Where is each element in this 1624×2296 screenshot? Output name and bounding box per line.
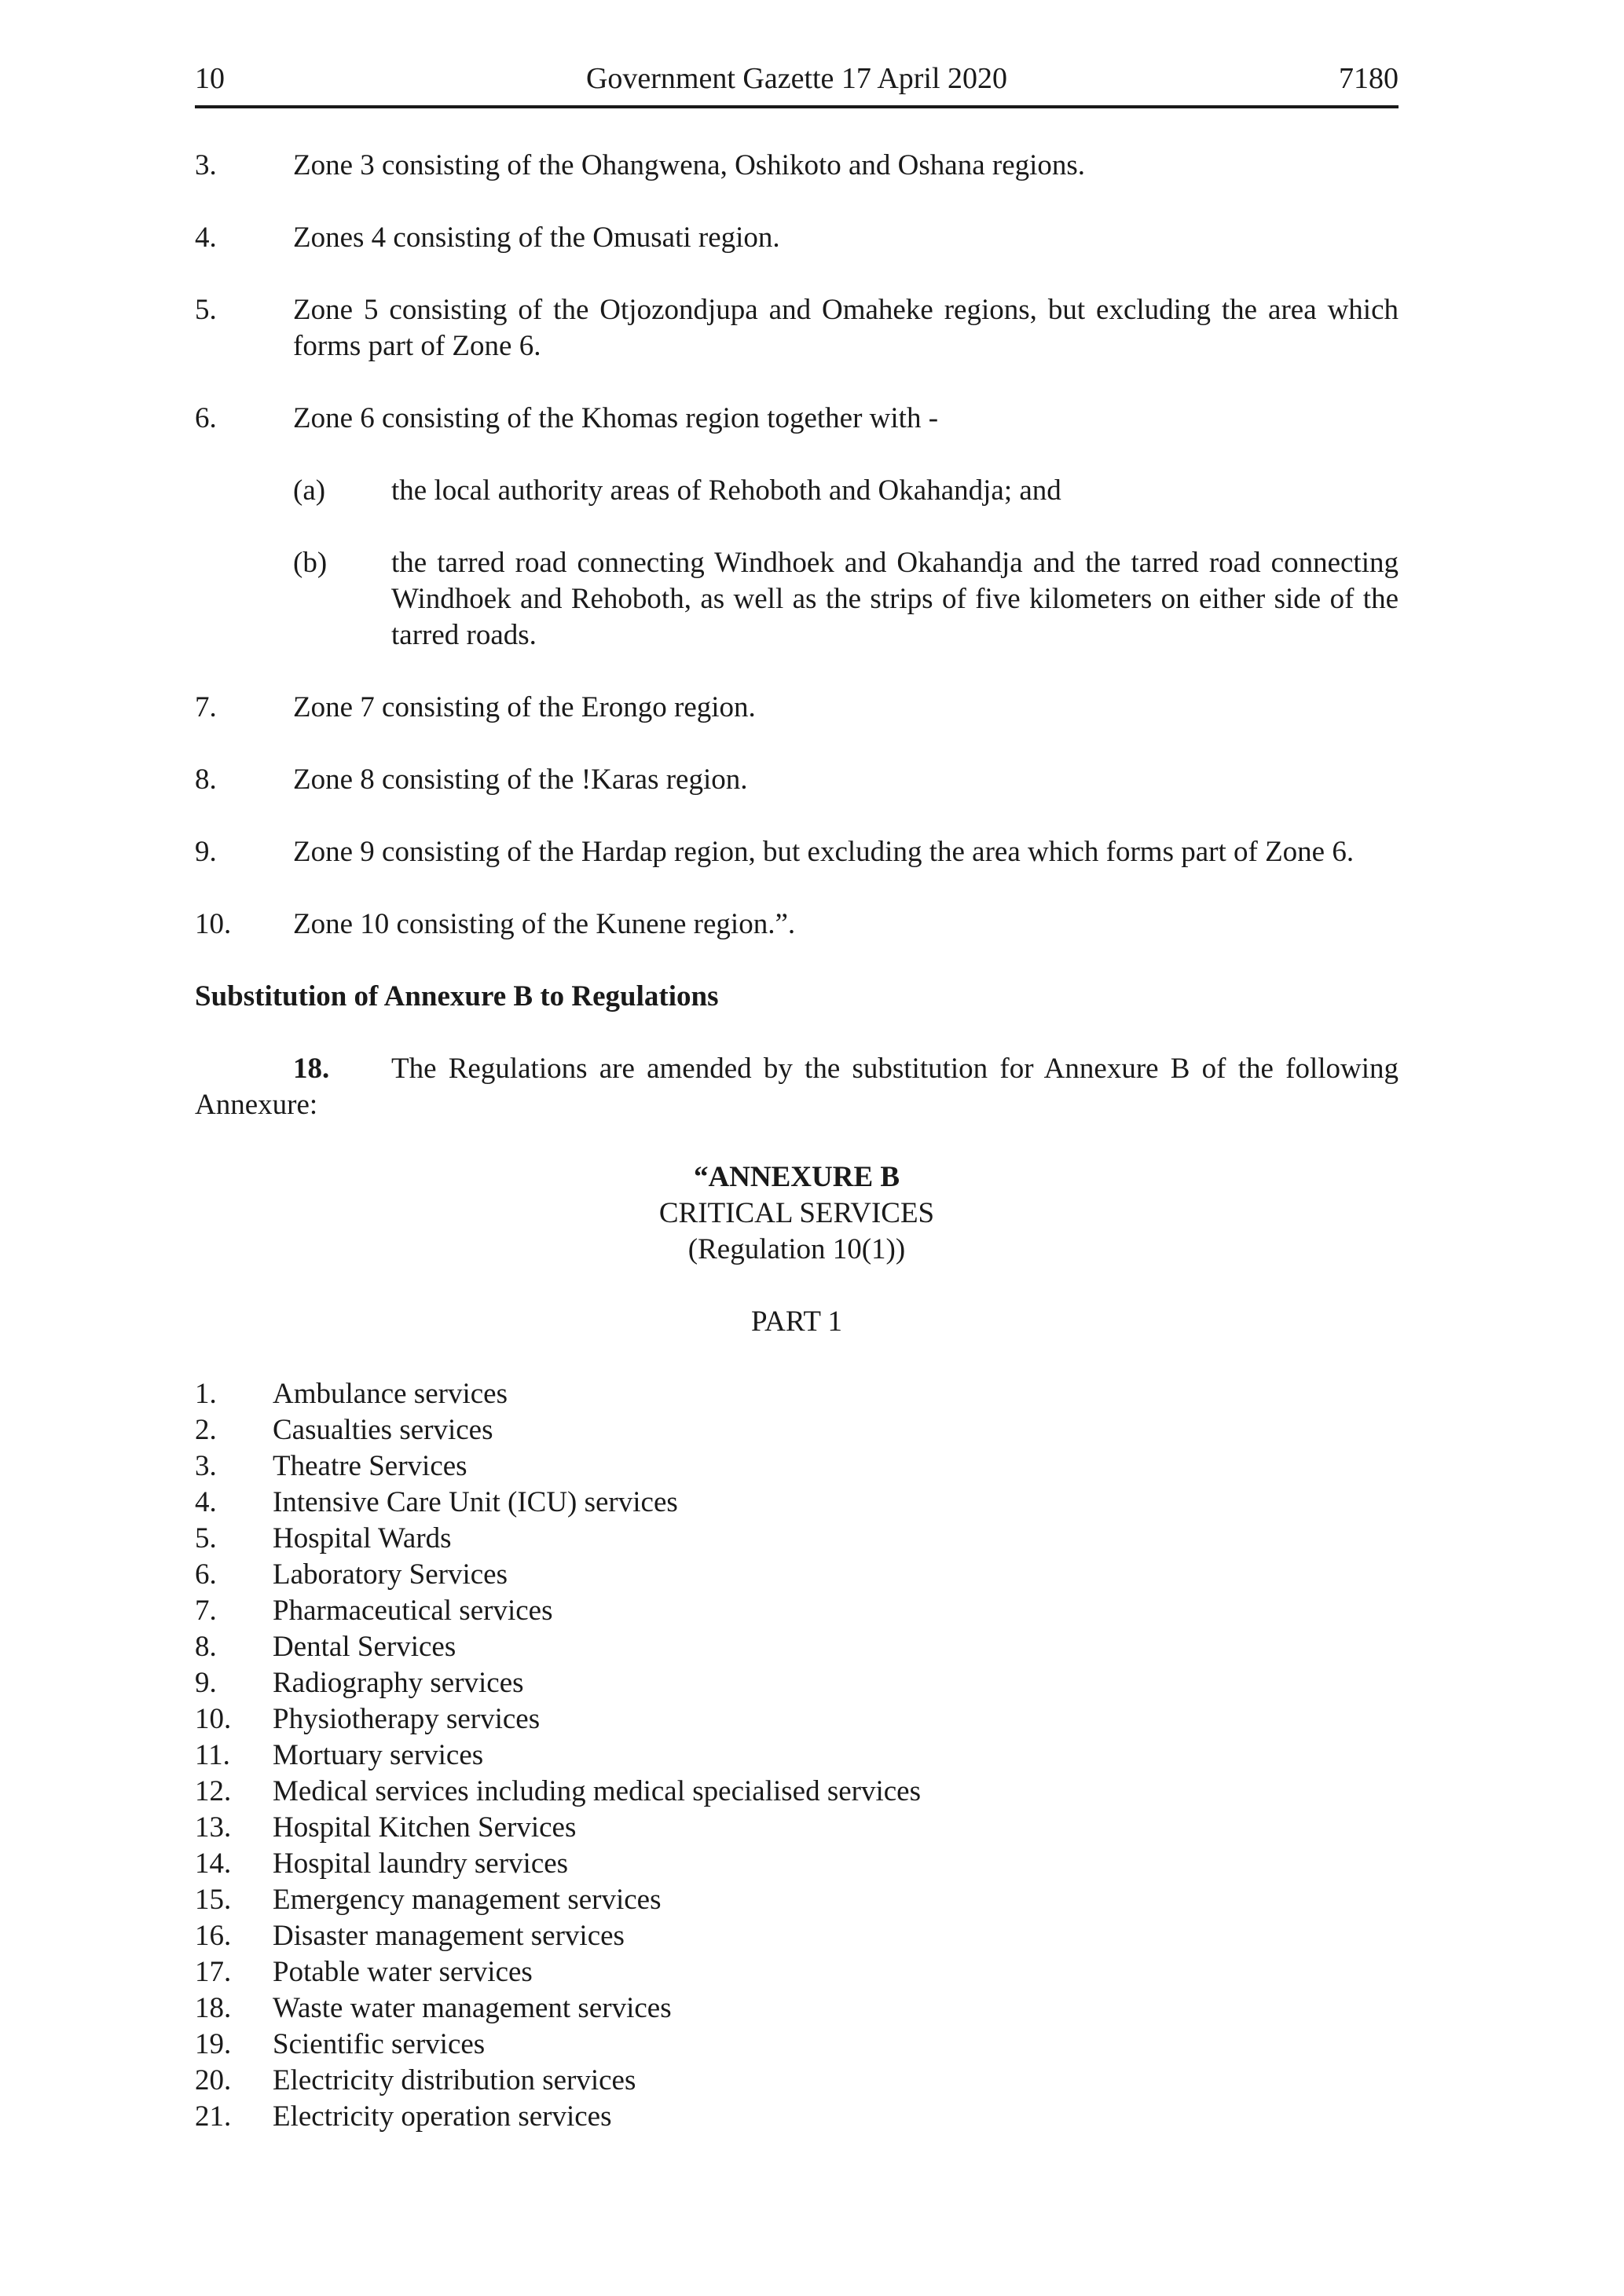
zone-number: 5. [195,294,217,326]
zone-text: Zones 4 consisting of the Omusati region. [293,222,780,254]
service-item: Medical services including medical specialised services [273,1775,922,1807]
service-number: 21. [195,2100,232,2133]
zone-number: 9. [195,836,217,868]
service-number: 1. [195,1378,217,1410]
section-text-continued: Annexure: [195,1089,318,1121]
annexure-part: PART 1 [750,1305,843,1338]
service-number: 5. [195,1522,217,1554]
service-item: Hospital laundry services [273,1847,569,1880]
zone-text: Zone 8 consisting of the !Karas region. [293,764,748,796]
zone-number: 8. [195,764,217,796]
zone-text: Zone 3 consisting of the Ohangwena, Oshikoto and Oshana regions. [293,149,1086,181]
section-number: 18. [293,1053,330,1085]
service-number: 17. [195,1956,232,1988]
service-number: 10. [195,1703,232,1735]
service-number: 9. [195,1667,217,1699]
service-number: 18. [195,1992,232,2024]
zone-number: 10. [195,908,232,940]
annexure-subtitle: CRITICAL SERVICES [658,1197,935,1229]
service-number: 2. [195,1414,217,1446]
page-number: 10 [195,62,225,95]
service-item: Pharmaceutical services [273,1595,553,1627]
service-number: 3. [195,1450,217,1482]
service-item: Casualties services [273,1414,493,1446]
zone-text: Zone 9 consisting of the Hardap region, but excluding the area which forms part of Zone 6. [293,836,1355,868]
service-item: Ambulance services [273,1378,508,1410]
subparagraph-label: (b) [293,547,328,579]
service-number: 7. [195,1595,217,1627]
service-number: 6. [195,1558,217,1591]
zone-number: 7. [195,691,217,723]
service-item: Laboratory Services [273,1558,508,1591]
service-item: Waste water management services [273,1992,672,2024]
annexure-regulation: (Regulation 10(1)) [687,1233,906,1265]
service-item: Dental Services [273,1631,456,1663]
gazette-title: Government Gazette 17 April 2020 [585,62,1008,95]
service-item: Intensive Care Unit (ICU) services [273,1486,678,1518]
service-item: Electricity distribution services [273,2064,636,2096]
gazette-number: 7180 [1339,62,1399,95]
zone-text: Zone 6 consisting of the Khomas region together with - [293,402,939,434]
zone-number: 6. [195,402,217,434]
service-item: Hospital Kitchen Services [273,1811,577,1844]
service-item: Potable water services [273,1956,533,1988]
service-number: 13. [195,1811,232,1844]
zone-text: Zone 5 consisting of the Otjozondjupa and Omaheke regions, but excluding the area which forms part of Zone 6. [293,294,1399,362]
annexure-title: “ANNEXURE B [693,1161,900,1193]
service-item: Electricity operation services [273,2100,612,2133]
service-number: 8. [195,1631,217,1663]
service-number: 14. [195,1847,232,1880]
service-item: Radiography services [273,1667,524,1699]
service-item: Physiotherapy services [273,1703,541,1735]
zone-number: 3. [195,149,217,181]
subparagraph-text: the local authority areas of Rehoboth and Okahandja; and [391,474,1061,507]
service-item: Mortuary services [273,1739,484,1771]
zone-text: Zone 10 consisting of the Kunene region.”. [293,908,796,940]
service-item: Hospital Wards [273,1522,452,1554]
service-number: 20. [195,2064,232,2096]
service-item: Scientific services [273,2028,486,2060]
service-number: 11. [195,1739,230,1771]
page-header [195,61,1399,108]
section-text: The Regulations are amended by the substitution for Annexure B of the following [391,1053,1399,1085]
zone-text: Zone 7 consisting of the Erongo region. [293,691,756,723]
subparagraph-label: (a) [293,474,326,507]
service-number: 19. [195,2028,232,2060]
service-number: 15. [195,1884,232,1916]
service-number: 4. [195,1486,217,1518]
zone-number: 4. [195,222,217,254]
service-number: 12. [195,1775,232,1807]
service-item: Theatre Services [273,1450,467,1482]
service-item: Emergency management services [273,1884,662,1916]
service-number: 16. [195,1920,232,1952]
service-item: Disaster management services [273,1920,625,1952]
subparagraph-text: the tarred road connecting Windhoek and Okahandja and the tarred road connecting Windhoek and Rehoboth, as well as the strips of five kilometers on either side of the tarred roads. [391,547,1399,651]
section-heading: Substitution of Annexure B to Regulations [195,980,719,1013]
